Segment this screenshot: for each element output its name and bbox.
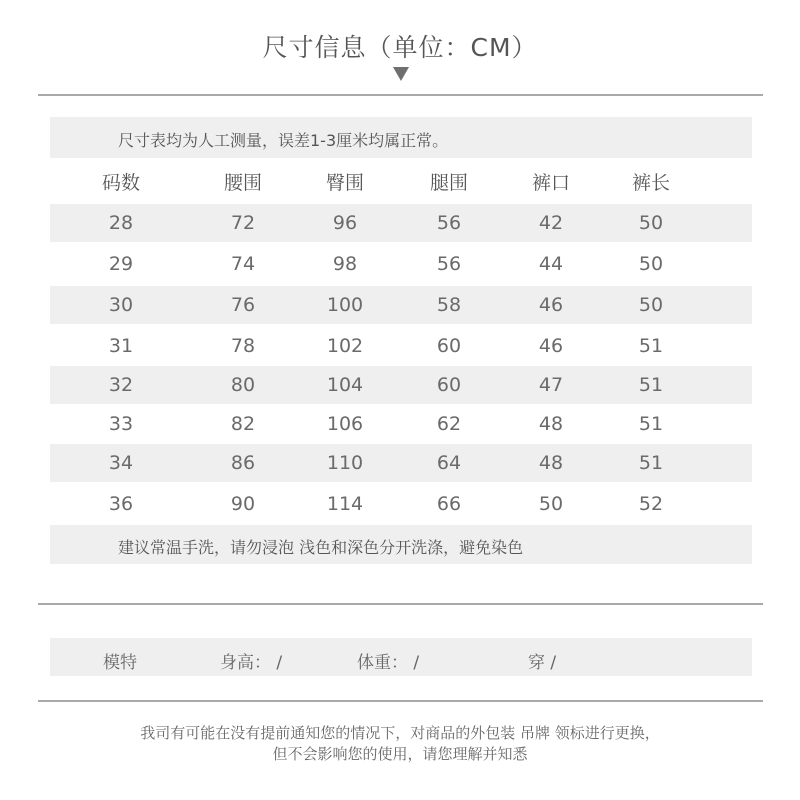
table-cell: 60 [436, 335, 462, 357]
table-cell: 48 [538, 452, 564, 474]
table-cell: 58 [436, 294, 462, 316]
table-cell: 50 [638, 212, 664, 234]
table-cell: 82 [230, 413, 256, 435]
table-cell: 106 [326, 413, 364, 435]
table-cell: 51 [638, 335, 664, 357]
table-cell: 104 [326, 374, 364, 396]
table-cell: 60 [436, 374, 462, 396]
model-wear: 穿 / [528, 653, 557, 673]
table-header-cell: 裤长 [631, 172, 670, 194]
table-cell: 51 [638, 413, 664, 435]
table-cell: 74 [230, 253, 256, 275]
table-cell: 46 [538, 335, 564, 357]
table-cell: 76 [230, 294, 256, 316]
model-label: 模特 [103, 653, 137, 673]
table-cell: 102 [326, 335, 364, 357]
table-cell: 100 [326, 294, 364, 316]
table-cell: 48 [538, 413, 564, 435]
table-cell: 36 [108, 493, 134, 515]
table-cell: 30 [108, 294, 134, 316]
care-note: 建议常温手洗，请勿浸泡 浅色和深色分开洗涤，避免染色 [118, 538, 524, 557]
table-cell: 96 [332, 212, 358, 234]
divider-middle [38, 603, 763, 605]
table-cell: 51 [638, 374, 664, 396]
table-cell: 90 [230, 493, 256, 515]
model-height: 身高： / [220, 653, 283, 673]
table-cell: 46 [538, 294, 564, 316]
table-cell: 110 [326, 452, 364, 474]
table-cell: 50 [638, 294, 664, 316]
table-cell: 50 [538, 493, 564, 515]
table-cell: 72 [230, 212, 256, 234]
table-cell: 66 [436, 493, 462, 515]
table-cell: 32 [108, 374, 134, 396]
table-cell: 47 [538, 374, 564, 396]
table-header-cell: 腰围 [223, 172, 262, 194]
table-header-cell: 裤口 [531, 172, 570, 194]
table-cell: 114 [326, 493, 364, 515]
table-cell: 31 [108, 335, 134, 357]
table-header-cell: 码数 [101, 172, 140, 194]
table-cell: 42 [538, 212, 564, 234]
page-title: 尺寸信息（单位：CM） [262, 33, 538, 62]
table-cell: 28 [108, 212, 134, 234]
table-cell: 78 [230, 335, 256, 357]
divider-bottom [38, 700, 763, 702]
table-cell: 64 [436, 452, 462, 474]
model-weight: 体重： / [357, 653, 420, 673]
table-header-cell: 腿围 [429, 172, 468, 194]
table-cell: 52 [638, 493, 664, 515]
table-header-cell: 臀围 [325, 172, 364, 194]
table-cell: 56 [436, 212, 462, 234]
down-arrow-icon [393, 67, 409, 81]
divider-top [38, 94, 763, 96]
table-cell: 56 [436, 253, 462, 275]
footer-line-2: 但不会影响您的使用，请您理解并知悉 [272, 745, 528, 763]
table-cell: 51 [638, 452, 664, 474]
table-cell: 34 [108, 452, 134, 474]
measurement-note: 尺寸表均为人工测量，误差1-3厘米均属正常。 [118, 131, 449, 150]
table-cell: 80 [230, 374, 256, 396]
table-cell: 86 [230, 452, 256, 474]
table-cell: 62 [436, 413, 462, 435]
table-cell: 33 [108, 413, 134, 435]
footer-line-1: 我司有可能在没有提前通知您的情况下，对商品的外包装 吊牌 领标进行更换， [140, 724, 660, 742]
table-cell: 44 [538, 253, 564, 275]
table-cell: 98 [332, 253, 358, 275]
table-cell: 50 [638, 253, 664, 275]
table-cell: 29 [108, 253, 134, 275]
